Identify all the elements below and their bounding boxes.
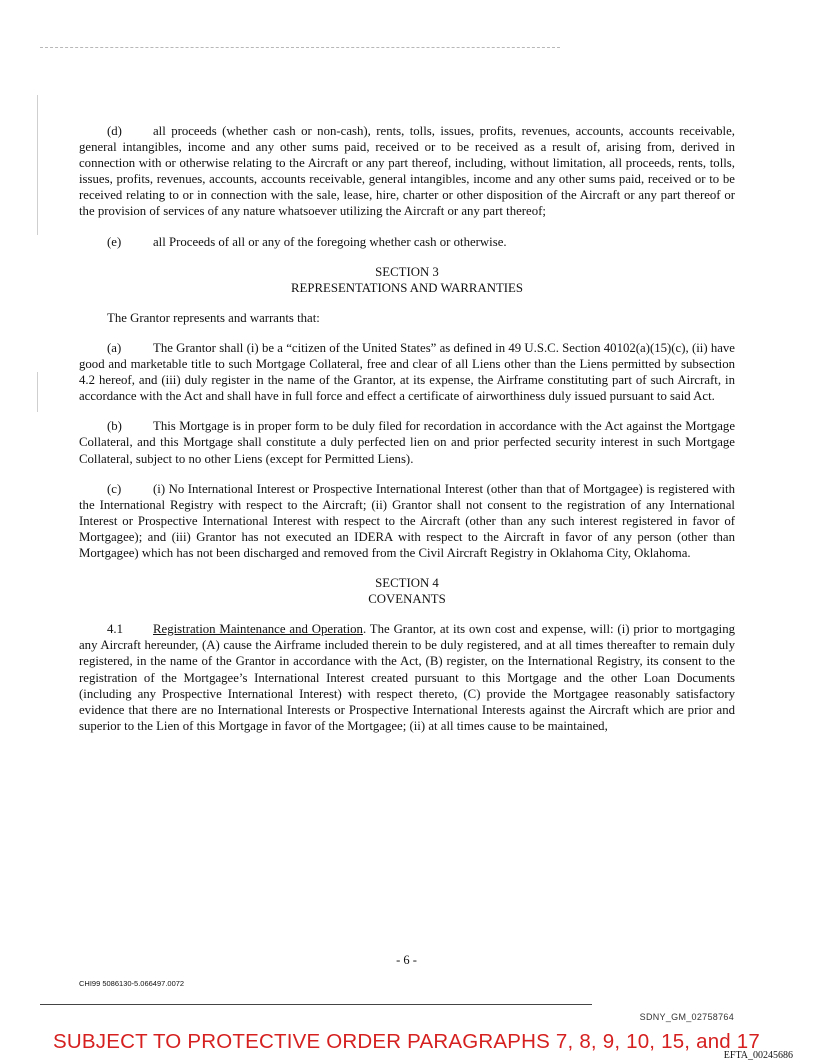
footer-rule — [40, 1004, 592, 1005]
bates-number: SDNY_GM_02758764 — [639, 1012, 734, 1022]
paragraph-3c: (c) (i) No International Interest or Prospective International Interest (other than that of Mortgagee) is registered with the International Registry with respect to the Aircraft; (ii) Grantor shall not consent to the registration of any International Interest or Prospective International Interest with respect to the Aircraft (other than any such interest registered in favor of Mortgagee); and (iii) Grantor has not executed an IDERA with respect to the Aircraft in favor of any person (other than Mortgagee) which has not been discharged and removed from the Civil Aircraft Registry in Oklahoma City, Oklahoma. — [79, 481, 735, 560]
section-3-heading — [79, 264, 735, 296]
subsection-heading: Registration Maintenance and Operation — [153, 622, 363, 637]
document-id: CHI99 5086130-5.066497.0072 — [79, 979, 185, 988]
section-number: SECTION 3 — [375, 264, 439, 279]
section-3-intro: The Grantor represents and warrants that: — [107, 310, 320, 325]
paragraph-d: (d) all proceeds (whether cash or non-cash), rents, tolls, issues, profits, revenues, accounts, accounts receivable, general intangibles, income and any other sums paid, received or to be received as a result of, arising from, derived in connection with or otherwise relating to the Aircraft or any part thereof, including, without limitation, all proceeds, rents, tolls, issues, profits, revenues, accounts, accounts receivable, general intangibles, income and any other sums paid, received or to be received relating to or in connection with the sale, lease, hire, charter or other disposition of the Aircraft or any part thereof or the provision of services of any nature whatsoever utilizing the Aircraft or any part thereof; — [79, 124, 735, 219]
document-body — [79, 123, 735, 748]
scan-top-line — [40, 47, 560, 48]
section-title: COVENANTS — [368, 592, 446, 607]
section-4-heading — [79, 575, 735, 607]
section-title: REPRESENTATIONS AND WARRANTIES — [291, 280, 523, 295]
protective-order-notice: SUBJECT TO PROTECTIVE ORDER PARAGRAPHS 7, 8, 9, 10, 15, and 17 — [53, 1030, 760, 1053]
efta-number: EFTA_00245686 — [723, 1050, 793, 1061]
paragraph-3b: (b) This Mortgage is in proper form to be duly filed for recordation in accordance with the Act against the Mortgage Collateral, and this Mortgage shall constitute a duly perfected lien on and prior perfected security interest in such Mortgage Collateral, subject to no other Liens (except for Permitted Liens). — [79, 419, 735, 466]
scan-margin-line — [37, 372, 38, 412]
paragraph-4-1: 4.1 Registration Maintenance and Operation. The Grantor, at its own cost and expense, will: (i) prior to mortgaging any Aircraft hereunder, (A) cause the Airframe included therein to be duly registered, and at all times thereafter to remain duly registered, in the name of the Grantor in accordance with the Act, (B) register, on the International Registry, its consent to the registration of the Mortgagee’s International Interest created pursuant to this Mortgage and the other Loan Documents (including any Prospective International Interest) with respect thereto, (C) provide the Mortgagee reasonably satisfactory evidence that there are no International Interests or Prospective International Interests against the Aircraft which are prior and superior to the Lien of this Mortgage in favor of the Mortgagee; (ii) at all times cause to be maintained, — [79, 622, 735, 733]
paragraph-3a: (a) The Grantor shall (i) be a “citizen of the United States” as defined in 49 U.S.C. Section 40102(a)(15)(c), (ii) have good and marketable title to such Mortgage Collateral, free and clear of all Liens other than the Liens permitted by subsection 4.2 hereof, and (iii) duly register in the name of the Grantor, at its expense, the Airframe constituting part of such Aircraft, in accordance with the Act and shall have in full force and effect a certificate of airworthiness duly issued pursuant to said Act. — [79, 340, 735, 404]
paragraph-e: (e) all Proceeds of all or any of the foregoing whether cash or otherwise. — [107, 234, 507, 249]
section-number: SECTION 4 — [375, 576, 439, 591]
page-number: - 6 - — [396, 953, 417, 967]
scan-margin-line — [37, 95, 38, 235]
